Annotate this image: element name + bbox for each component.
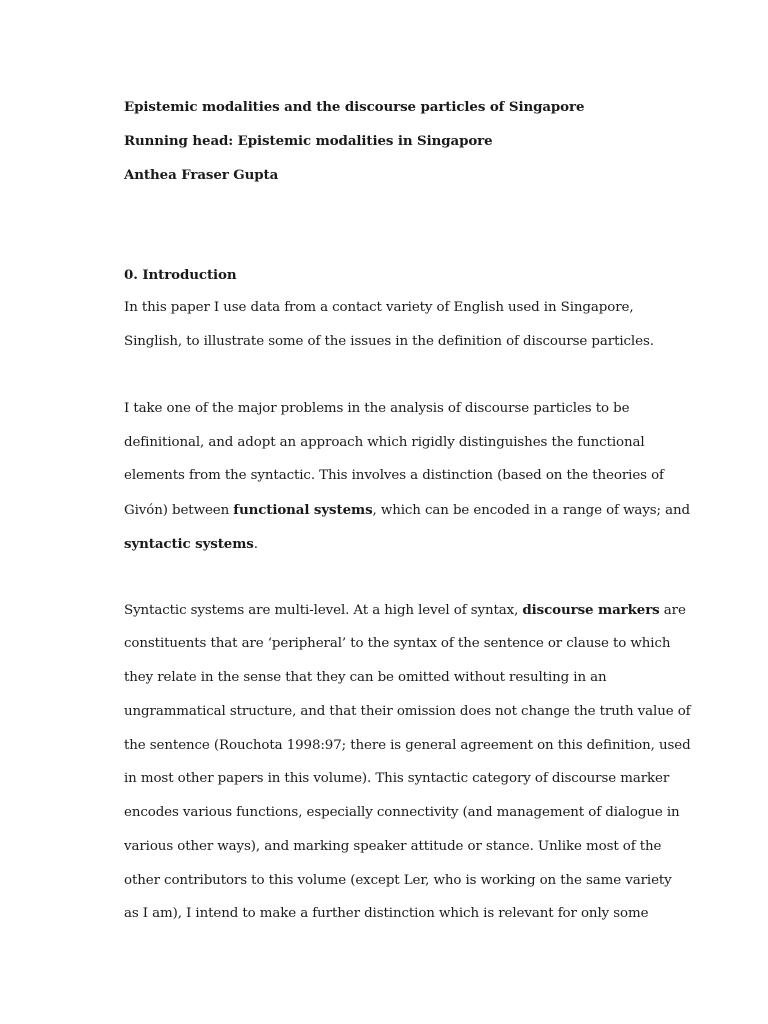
term-syntactic-systems: syntactic systems bbox=[124, 536, 254, 552]
paragraph-1-line-1: In this paper I use data from a contact variety of English used in Singapore, bbox=[124, 300, 634, 315]
paragraph-2-line-4 bbox=[124, 501, 690, 520]
paragraph-3-line-2: constituents that are ‘peripheral’ to the syntax of the sentence or clause to which bbox=[124, 636, 671, 651]
paragraph-3-line-7: encodes various functions, especially connectivity (and management of dialogue in bbox=[124, 805, 680, 820]
term-discourse-markers: discourse markers bbox=[522, 602, 660, 618]
paragraph-3-line-5: the sentence (Rouchota 1998:97; there is general agreement on this definition, used bbox=[124, 738, 691, 753]
text-run: Givón) between bbox=[124, 503, 234, 518]
paragraph-3-line-10: as I am), I intend to make a further distinction which is relevant for only some bbox=[124, 906, 649, 921]
paragraph-3-line-1 bbox=[124, 601, 686, 620]
paragraph-1-line-2: Singlish, to illustrate some of the issues in the definition of discourse particles. bbox=[124, 334, 654, 349]
text-run: . bbox=[253, 537, 258, 552]
paragraph-2-line-5 bbox=[124, 535, 258, 554]
paragraph-2-line-3: elements from the syntactic. This involves a distinction (based on the theories of bbox=[124, 468, 664, 483]
author-name: Anthea Fraser Gupta bbox=[124, 167, 279, 183]
running-head: Running head: Epistemic modalities in Singapore bbox=[124, 133, 493, 149]
paragraph-2-line-2: definitional, and adopt an approach which rigidly distinguishes the functional bbox=[124, 435, 645, 450]
section-heading: 0. Introduction bbox=[124, 267, 237, 283]
term-functional-systems: functional systems bbox=[233, 502, 373, 518]
paragraph-2-line-1: I take one of the major problems in the analysis of discourse particles to be bbox=[124, 401, 630, 416]
text-run: are bbox=[659, 603, 686, 618]
document-title: Epistemic modalities and the discourse particles of Singapore bbox=[124, 99, 585, 115]
paragraph-3-line-3: they relate in the sense that they can be omitted without resulting in an bbox=[124, 670, 607, 685]
paragraph-3-line-6: in most other papers in this volume). This syntactic category of discourse marker bbox=[124, 771, 670, 786]
text-run: , which can be encoded in a range of ways; and bbox=[372, 503, 690, 518]
paragraph-3-line-8: various other ways), and marking speaker attitude or stance. Unlike most of the bbox=[124, 839, 662, 854]
text-run: Syntactic systems are multi-level. At a high level of syntax, bbox=[124, 603, 523, 618]
paragraph-3-line-4: ungrammatical structure, and that their omission does not change the truth value of bbox=[124, 704, 691, 719]
paragraph-3-line-9: other contributors to this volume (except Ler, who is working on the same variety bbox=[124, 873, 672, 888]
